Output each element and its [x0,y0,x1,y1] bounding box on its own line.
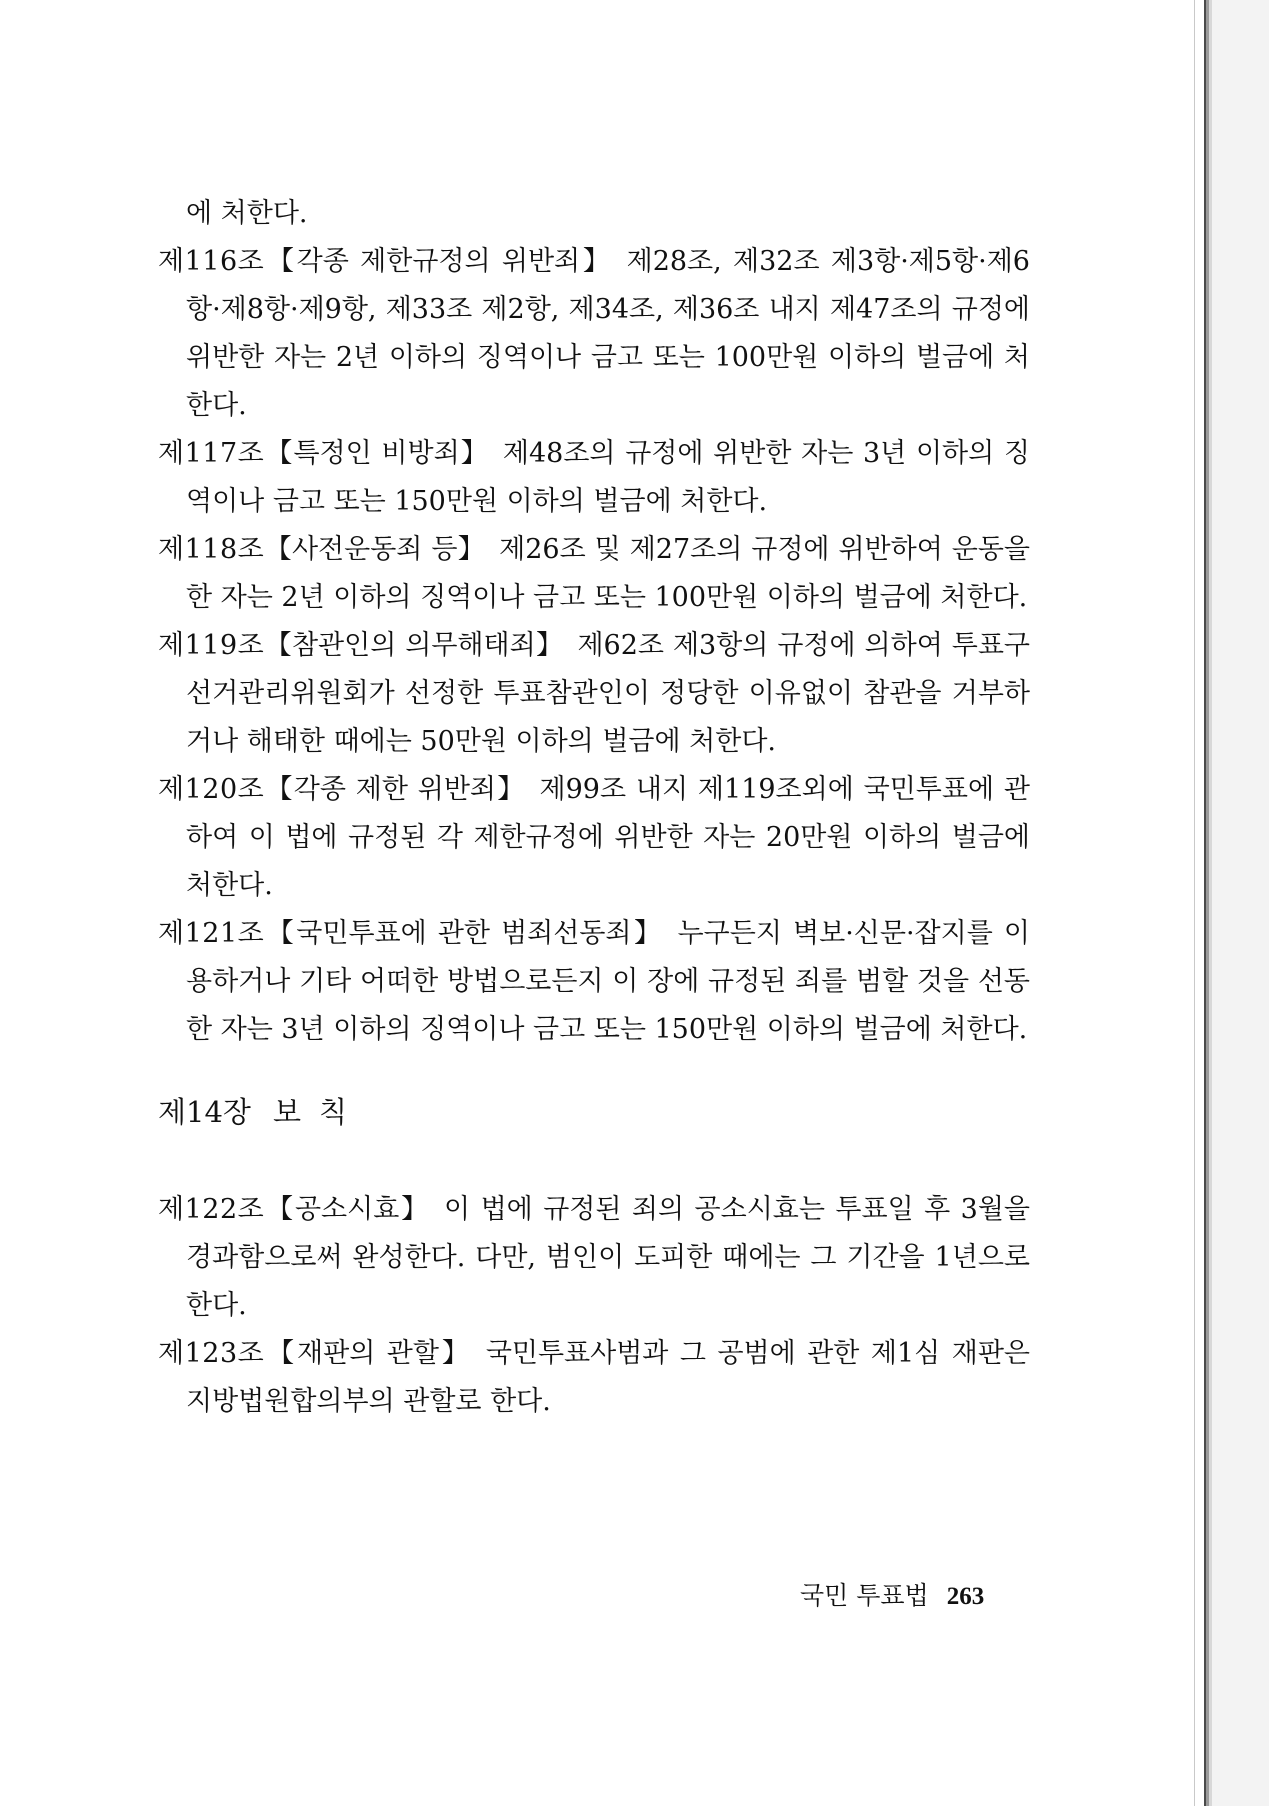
page-number: 263 [946,1583,985,1610]
article-121 [158,910,1030,1054]
article-120 [158,766,1030,910]
article-118 [158,526,1030,622]
article-heading: 【공소시효】 [264,1194,431,1225]
article-text: 제26조 및 제27조의 규정에 위반하여 운동을 한 자는 2년 이하의 징역이나 금고 또는 100만원 이하의 벌금에 처한다. [186,534,1030,613]
running-title: 국민 투표법 [800,1581,929,1610]
article-number: 제118조 [158,534,265,565]
chapter-heading [158,1088,1030,1136]
article-number: 제121조 [158,918,265,949]
article-text: 국민투표사범과 그 공범에 관한 제1심 재판은 지방법원합의부의 관할로 한다. [186,1338,1030,1417]
article-number: 제122조 [158,1194,265,1225]
article-text: 제62조 제3항의 규정에 의하여 투표구 선거관리위원회가 선정한 투표참관인이 정당한 이유없이 참관을 거부하거나 해태한 때에는 50만원 이하의 벌금에 처한다. [186,630,1030,757]
page-body [158,190,1030,1426]
article-number: 제123조 [158,1338,265,1369]
chapter-number: 제14장 [158,1095,251,1129]
article-heading: 【참관인의 의무해태죄】 [264,630,564,661]
article-text: 제28조, 제32조 제3항·제5항·제6항·제8항·제9항, 제33조 제2항, 제34조, 제36조 내지 제47조의 규정에 위반한 자는 2년 이하의 징역이나 금고 또는 100만원 이하의 벌금에 처한다. [186,246,1030,421]
article-text: 이 법에 규정된 죄의 공소시효는 투표일 후 3월을 경과함으로써 완성한다. 다만, 범인이 도피한 때에는 그 기간을 1년으로 한다. [186,1194,1030,1321]
article-heading: 【특정인 비방죄】 [264,438,489,469]
article-heading: 【국민투표에 관한 범죄선동죄】 [264,918,664,949]
article-text: 제99조 내지 제119조외에 국민투표에 관하여 이 법에 규정된 각 제한규정에 위반한 자는 20만원 이하의 벌금에 처한다. [186,774,1030,901]
article-number: 제116조 [158,246,265,277]
article-number: 제117조 [158,438,265,469]
article-123 [158,1330,1030,1426]
article-119 [158,622,1030,766]
article-heading: 【재판의 관할】 [264,1338,472,1369]
article-heading: 【각종 제한 위반죄】 [264,774,526,805]
article-heading: 【사전운동죄 등】 [264,534,486,565]
continued-text: 에 처한다. [186,198,308,229]
article-122 [158,1186,1030,1330]
article-116 [158,238,1030,430]
chapter-title: 보칙 [272,1095,365,1129]
page-footer [800,1576,984,1612]
article-number: 제119조 [158,630,265,661]
article-heading: 【각종 제한규정의 위반죄】 [264,246,613,277]
article-number: 제120조 [158,774,265,805]
article-text: 누구든지 벽보·신문·잡지를 이용하거나 기타 어떠한 방법으로든지 이 장에 규정된 죄를 범할 것을 선동한 자는 3년 이하의 징역이나 금고 또는 150만원 이하의 벌금에 처한다. [186,918,1030,1045]
article-117 [158,430,1030,526]
article-text: 제48조의 규정에 위반한 자는 3년 이하의 징역이나 금고 또는 150만원 이하의 벌금에 처한다. [186,438,1030,517]
page-edge [1194,0,1195,1806]
